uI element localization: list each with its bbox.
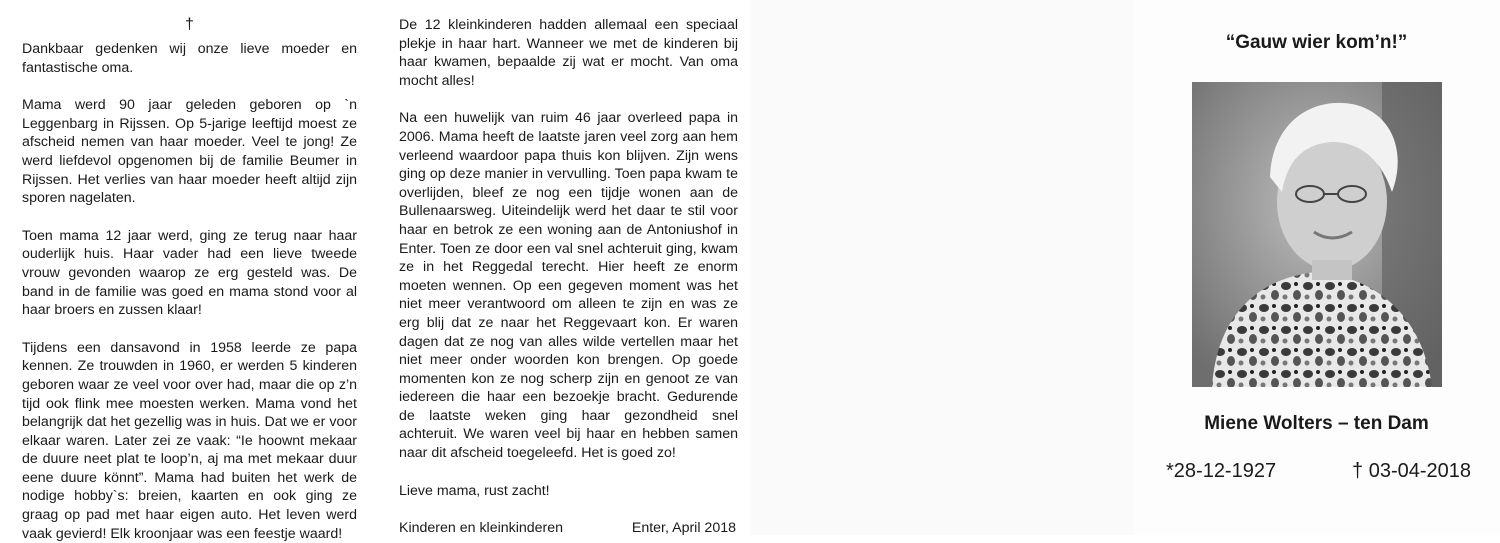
grandchildren-paragraph: De 12 kleinkinderen hadden allemaal een speciaal plekje in haar hart. Wanneer we met de kinderen bij haar kwamen, bepaalde zij wat er mocht. Van oma mocht alles! — [399, 17, 738, 89]
youth-paragraph: Toen mama 12 jaar werd, ging ze terug naar haar ouderlijk huis. Haar vader had een lieve tweede vrouw gevonden waarop ze erg gesteld was. De band in de familie was goed en mama stond voor al haar broers en zussen klaar! — [22, 227, 357, 319]
marriage-paragraph: Tijdens een dansavond in 1958 leerde ze papa kennen. Ze trouwden in 1960, er werden 5 kinderen geboren waar ze veel voor over had, maar die op z’n tijd ook flink mee moesten werken. Mama vond het belangrijk dat het gezellig was in huis. Dat we er voor elkaar waren. Later zei ze vaak: “Ie hoownt mekaar de duure neet plat te loop’n, aj ma met mekaar duur eene duure könnt”. Mama had buiten het werk de nodige hobby`s: breien, kaarten en ook ging ze graag op pad met haar eigen auto. Het leven werd vaak gevierd! Elk kroonjaar was een feestje waard! — [22, 339, 357, 542]
quote: “Gauw wier kom’n!” — [1225, 32, 1408, 53]
portrait-illustration — [1192, 82, 1442, 387]
middle-page — [375, 0, 750, 535]
signature: Kinderen en kleinkinderen — [399, 520, 564, 537]
front-page — [1133, 0, 1500, 535]
life-dates — [1166, 460, 1471, 483]
death-date: † 03-04-2018 — [1352, 460, 1471, 482]
cross-symbol: † — [185, 16, 194, 33]
childhood-paragraph: Mama werd 90 jaar geleden geboren op `n Leggenbarg in Rijssen. Op 5-jarige leeftijd moest ze afscheid nemen van haar moeder. Veel te jong! Ze werd liefdevol opgenomen bij de familie Beumer in Rijssen. Het verlies van haar moeder heeft altijd zijn sporen nagelaten. — [22, 97, 357, 207]
portrait-photo — [1192, 82, 1442, 387]
later-years-paragraph: Na een huwelijk van ruim 46 jaar overleed papa in 2006. Mama heeft de laatste jaren veel zorg aan hem verleend waardoor papa thuis kon blijven. Zijn wens ging op deze manier in vervulling. Toen papa kwam te overlijden, bleef ze nog een tijdje wonen aan de Bullenaarsweg. Uiteindelijk werd het daar te stil voor haar en betrok ze een woning aan de Antoniushof in Enter. Toen ze door een val snel achteruit ging, kwam ze in het Reggedal terecht. Hier heeft ze enorm moeten wennen. Op een gegeven moment was het niet meer verantwoord om alleen te zijn en was ze erg blij dat ze naar het Reggevaart kon. Er waren dagen dat ze nog van alles wilde vertellen maar het niet meer onder woorden kon brengen. Op goede momenten kon ze nog scherp zijn en genoot ze van iedereen die haar een bezoekje bracht. Gedurende de laatste weken ging haar gezondheid snel achteruit. We waren veel bij haar en hebben samen naar dit afscheid toegeleefd. Het is goed zo! — [399, 110, 738, 462]
place-date: Enter, April 2018 — [631, 520, 736, 537]
deceased-name: Miene Wolters – ten Dam — [1204, 413, 1429, 434]
intro-paragraph: Dankbaar gedenken wij onze lieve moeder en fantastische oma. — [22, 41, 357, 76]
blank-page — [750, 0, 1133, 535]
signature-row — [399, 519, 738, 538]
left-page — [0, 0, 375, 542]
farewell-line: Lieve mama, rust zacht! — [399, 482, 550, 499]
birth-date: *28-12-1927 — [1166, 460, 1277, 482]
